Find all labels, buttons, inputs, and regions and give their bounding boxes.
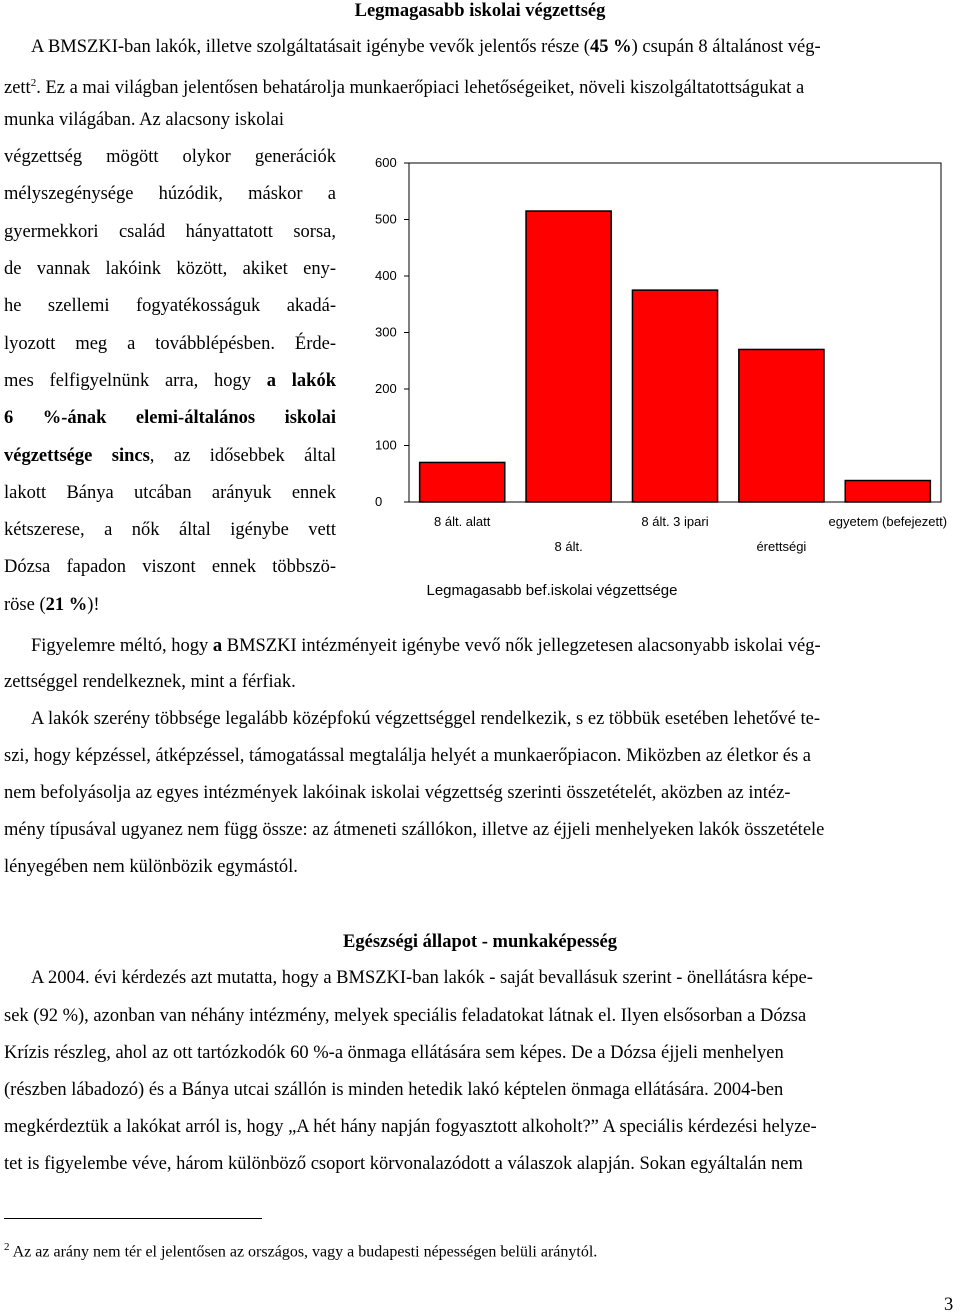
bar bbox=[845, 481, 930, 502]
footnote bbox=[4, 1236, 597, 1263]
paragraph-line: röse (21 %)! bbox=[4, 595, 100, 615]
paragraph-line: mény típusával ugyanez nem függ össze: az átmeneti szállókon, illetve az éjjeli menhelyeken lakók összetétele bbox=[4, 820, 825, 840]
paragraph-line: végzettség mögött olykor generációk bbox=[4, 147, 336, 167]
paragraph-line: Figyelemre méltó, hogy a BMSZKI intézményeit igénybe vevő nők jellegzetesen alacsonyabb iskolai vég- bbox=[31, 636, 821, 656]
x-category-label: 8 ált. alatt bbox=[434, 514, 491, 529]
x-axis-title: Legmagasabb bef.iskolai végzettsége bbox=[426, 582, 678, 598]
y-tick-label: 400 bbox=[375, 268, 397, 283]
paragraph-line: lyozott meg a továbblépésben. Érde- bbox=[4, 334, 336, 354]
paragraph-line: A lakók szerény többsége legalább középfokú végzettséggel rendelkezik, s ez többük esetében lehetővé te- bbox=[31, 709, 821, 729]
y-tick-label: 100 bbox=[375, 437, 397, 453]
y-tick-label: 0 bbox=[375, 494, 383, 509]
bar bbox=[632, 290, 717, 502]
footnote-ref: 2 bbox=[30, 77, 37, 89]
footnote-divider bbox=[4, 1218, 262, 1219]
bar-chart bbox=[355, 148, 955, 598]
paragraph-line: nem befolyásolja az egyes intézmények lakóinak iskolai végzettség szerinti összetételét, aközben az intéz- bbox=[4, 783, 791, 803]
bar bbox=[526, 211, 611, 502]
x-category-label: 8 ált. bbox=[554, 539, 583, 554]
paragraph-line: 6 %-ának elemi-általános iskolai bbox=[4, 408, 336, 428]
paragraph-line: Krízis részleg, ahol az ott tartózkodók 60 %-a önmaga ellátására sem képes. De a Dózsa éjjeli menhelyen bbox=[4, 1043, 784, 1063]
paragraph-line: mélyszegénysége húzódik, máskor a bbox=[4, 184, 336, 204]
paragraph-line: megkérdeztük a lakókat arról is, hogy „A hét hány napján fogyasztott alkoholt?” A speciális kérdezési helyze- bbox=[4, 1117, 817, 1137]
footnote-number: 2 bbox=[4, 1241, 10, 1253]
paragraph-line: zettséggel rendelkeznek, mint a férfiak. bbox=[4, 672, 296, 692]
x-category-label: egyetem (befejezett) bbox=[828, 514, 948, 529]
y-tick-label: 500 bbox=[375, 211, 397, 227]
bar bbox=[420, 462, 505, 502]
paragraph-line: A BMSZKI-ban lakók, illetve szolgáltatásait igénybe vevők jelentős része (45 %) csupán 8 általánost vég- bbox=[31, 37, 821, 57]
paragraph-line: he szellemi fogyatékosságuk akadá- bbox=[4, 296, 336, 316]
paragraph-line: zett$^2$. Ez a mai világban jelentősen behatárolja munkaerőpiaci lehetőségeiket, növeli kiszolgáltatottságukat a bbox=[4, 77, 805, 99]
paragraph-line: gyermekkori család hányattatott sorsa, bbox=[4, 222, 336, 242]
page-number: 3 bbox=[944, 1295, 954, 1315]
footnote-text: Az az arány nem tér el jelentősen az országos, vagy a budapesti népességen belüli aránytól. bbox=[12, 1243, 598, 1261]
paragraph-line: (részben lábadozó) és a Bánya utcai szállón is minden hetedik lakó képtelen önmaga ellátására. 2004-ben bbox=[4, 1080, 784, 1100]
paragraph-line: A 2004. évi kérdezés azt mutatta, hogy a BMSZKI-ban lakók - saját bevallásuk szerint - önellátásra képe- bbox=[31, 968, 813, 988]
paragraph-line: de vannak lakóink között, akiket eny- bbox=[4, 259, 336, 279]
y-tick-label: 600 bbox=[375, 155, 397, 170]
y-tick-label: 200 bbox=[375, 381, 397, 396]
y-tick-label: 300 bbox=[375, 324, 397, 340]
paragraph-line: munka világában. Az alacsony iskolai bbox=[4, 110, 284, 130]
section-heading: Legmagasabb iskolai végzettség bbox=[354, 1, 606, 21]
paragraph-line: sek (92 %), azonban van néhány intézmény, melyek speciális feladatokat látnak el. Ilyen elsősorban a Dózsa bbox=[4, 1006, 807, 1026]
paragraph-line: kétszerese, a nők által igénybe vett bbox=[4, 520, 336, 540]
paragraph-line: tet is figyelembe véve, három különböző csoport körvonalazódott a válaszok alapján. Sokan egyáltalán nem bbox=[4, 1154, 803, 1174]
x-category-label: érettségi bbox=[756, 539, 807, 554]
paragraph-line: Dózsa fapadon viszont ennek többszö- bbox=[4, 557, 336, 577]
paragraph-line: lakott Bánya utcában arányuk ennek bbox=[4, 483, 336, 503]
paragraph-line: lényegében nem különbözik egymástól. bbox=[4, 857, 298, 877]
x-category-label: 8 ált. 3 ipari bbox=[641, 514, 709, 529]
paragraph-line: végzettsége sincs, az idősebbek által bbox=[4, 446, 336, 466]
paragraph-line: szi, hogy képzéssel, átképzéssel, támogatással megtalálja helyét a munkaerőpiacon. Miközben az életkor és a bbox=[4, 746, 812, 766]
bar bbox=[739, 349, 824, 502]
section-heading: Egészségi állapot - munkaképesség bbox=[343, 932, 617, 952]
chart-bars bbox=[420, 211, 931, 502]
paragraph-line: mes felfigyelnünk arra, hogy a lakók bbox=[4, 371, 337, 391]
